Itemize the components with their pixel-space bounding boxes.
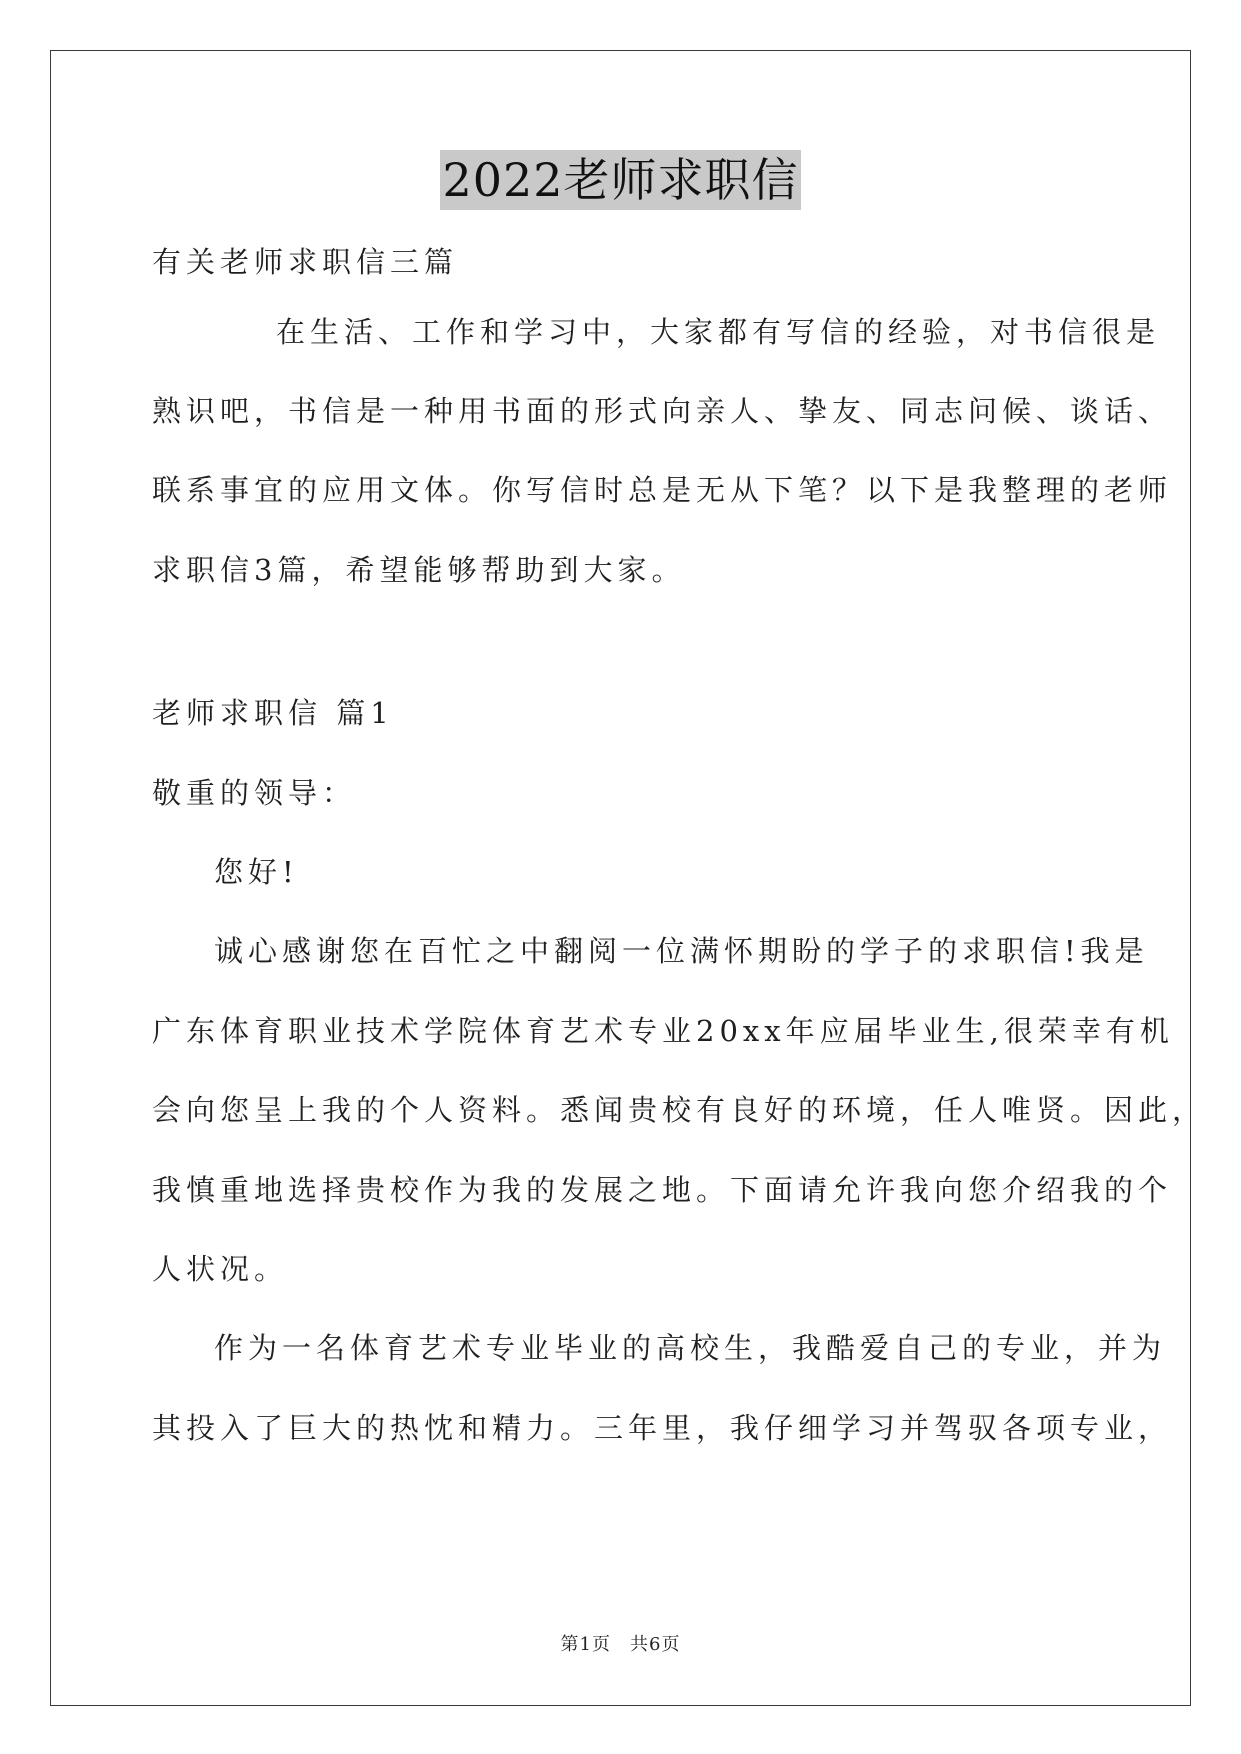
- page-footer: 第1页 共6页: [560, 1634, 681, 1655]
- body-line-6: 作为一名体育艺术专业毕业的高校生，我酷爱自己的专业，并为: [214, 1331, 1167, 1365]
- body-line-3: 会向您呈上我的个人资料。悉闻贵校有良好的环境，任人唯贤。因此，: [152, 1093, 1207, 1127]
- body-line-2: 广东体育职业技术学院体育艺术专业20xx年应届毕业生,很荣幸有机: [152, 1014, 1174, 1048]
- subtitle-line: 有关老师求职信三篇: [152, 245, 459, 279]
- body-line-1: 诚心感谢您在百忙之中翻阅一位满怀期盼的学子的求职信!我是: [214, 934, 1149, 968]
- intro-line-3: 联系事宜的应用文体。你写信时总是无从下笔？以下是我整理的老师: [152, 473, 1173, 507]
- section-heading: 老师求职信 篇1: [152, 696, 394, 730]
- intro-line-2: 熟识吧，书信是一种用书面的形式向亲人、挚友、同志问候、谈话、: [152, 394, 1173, 428]
- body-line-4: 我慎重地选择贵校作为我的发展之地。下面请允许我向您介绍我的个: [152, 1173, 1173, 1207]
- greeting: 您好!: [214, 855, 299, 889]
- body-line-7: 其投入了巨大的热忱和精力。三年里，我仔细学习并驾驭各项专业，: [152, 1411, 1173, 1445]
- title-container: [0, 150, 1241, 210]
- body-line-5: 人状况。: [152, 1252, 289, 1286]
- salutation: 敬重的领导：: [152, 776, 357, 810]
- document-title: 2022老师求职信: [440, 150, 800, 210]
- intro-line-4: 求职信3篇，希望能够帮助到大家。: [152, 553, 686, 587]
- intro-line-1: 在生活、工作和学习中，大家都有写信的经验，对书信很是: [276, 315, 1161, 349]
